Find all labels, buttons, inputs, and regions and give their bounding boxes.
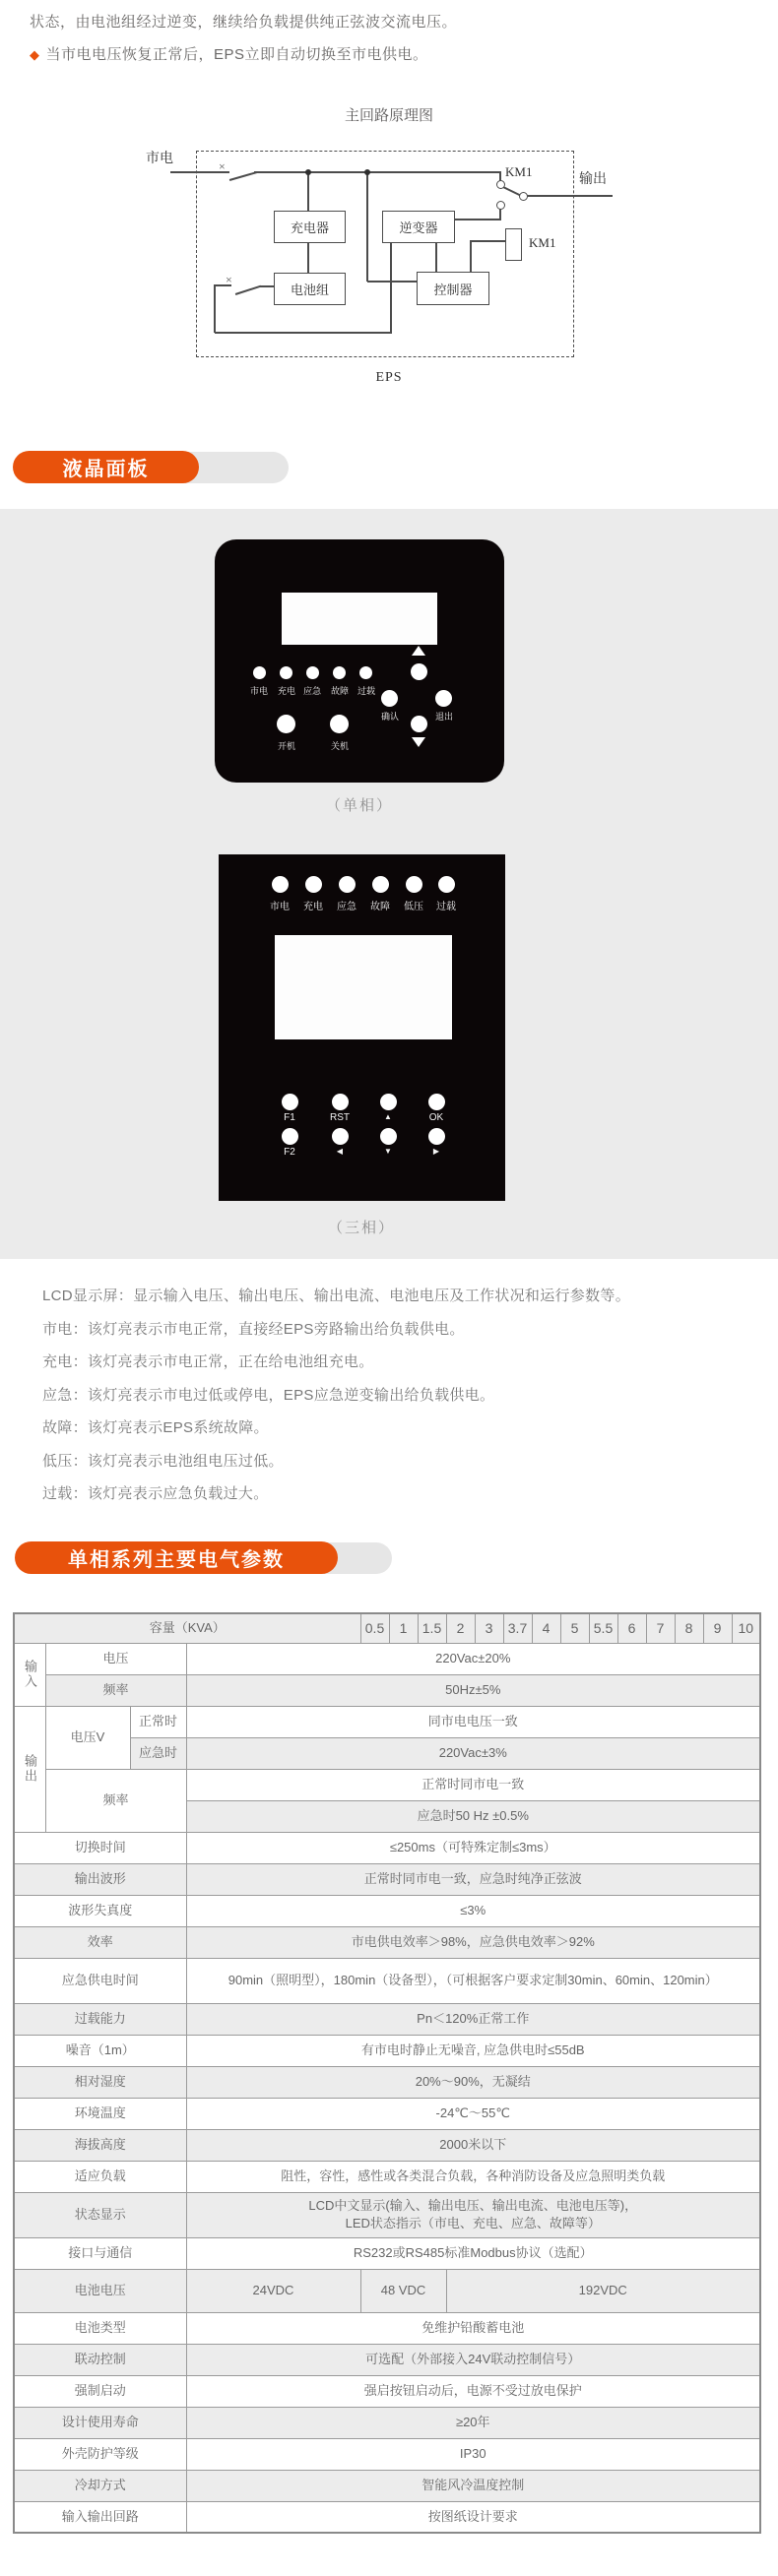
ok-button-label: OK <box>428 1112 444 1123</box>
capacity-value: 4 <box>532 1613 560 1643</box>
table-row-switch-time <box>14 1832 760 1863</box>
table-row-cooling <box>14 2470 760 2501</box>
table-row-efficiency <box>14 1926 760 1958</box>
row-label: 波形失真度 <box>14 1895 186 1926</box>
row-label: 输出波形 <box>14 1863 186 1895</box>
row-value: 可选配（外部接入24V联动控制信号） <box>186 2344 760 2375</box>
f1-button-label: F1 <box>284 1112 295 1123</box>
table-row-load-type <box>14 2161 760 2192</box>
row-label: 电池类型 <box>14 2312 186 2344</box>
section-header-params <box>15 1541 338 1574</box>
led-label-emergency: 应急 <box>337 902 357 912</box>
single-phase-lcd-screen <box>282 593 437 645</box>
capacity-value: 10 <box>732 1613 760 1643</box>
row-value: 免维护铅酸蓄电池 <box>186 2312 760 2344</box>
row-label: 相对湿度 <box>14 2066 186 2098</box>
wire <box>453 219 501 220</box>
capacity-value: 7 <box>646 1613 675 1643</box>
table-row-comm <box>14 2237 760 2269</box>
wire <box>214 284 216 333</box>
row-label: 环境温度 <box>14 2098 186 2129</box>
row-value: 20%～90%，无凝结 <box>186 2066 760 2098</box>
up-button <box>411 663 427 680</box>
f2-button <box>282 1128 298 1145</box>
led-label-charge: 充电 <box>277 686 295 696</box>
row-label: 海拔高度 <box>14 2129 186 2161</box>
capacity-value: 2 <box>446 1613 475 1643</box>
lcd-notes <box>42 1280 751 1511</box>
confirm-button-label: 确认 <box>380 712 399 722</box>
table-row-overload <box>14 2003 760 2035</box>
capacity-value: 1 <box>389 1613 418 1643</box>
ok-button <box>428 1094 445 1110</box>
led-label-overload: 过载 <box>436 902 456 912</box>
eps-enclosure-label: EPS <box>375 370 403 385</box>
row-value: ≤250ms（可特殊定制≤3ms） <box>186 1832 760 1863</box>
group-output: 输出 <box>14 1706 45 1832</box>
capacity-value: 1.5 <box>418 1613 446 1643</box>
breaker-x-icon: × <box>219 159 226 173</box>
row-value: 2000米以下 <box>186 2129 760 2161</box>
table-row-ip-rating <box>14 2438 760 2470</box>
three-phase-lcd-screen <box>275 935 452 1039</box>
row-value: 智能风冷温度控制 <box>186 2470 760 2501</box>
table-row-lifespan <box>14 2407 760 2438</box>
charger-box <box>274 211 346 243</box>
up-arrow-icon: ▲ <box>384 1112 392 1121</box>
led-label-mains: 市电 <box>270 902 290 912</box>
km1-coil-box <box>505 228 522 261</box>
led-overload <box>438 876 455 893</box>
row-value: 50Hz±5% <box>186 1674 760 1706</box>
row-value: RS232或RS485标准Modbus协议（选配） <box>186 2237 760 2269</box>
led-mains <box>272 876 289 893</box>
table-row-battery-voltage <box>14 2269 760 2312</box>
wire <box>307 171 309 211</box>
led-label-fault: 故障 <box>370 902 390 912</box>
breaker-x-icon: × <box>226 273 232 286</box>
row-label: 电池电压 <box>14 2269 186 2312</box>
row-label: 频率 <box>45 1674 186 1706</box>
row-value: IP30 <box>186 2438 760 2470</box>
capacity-value: 9 <box>703 1613 732 1643</box>
battery-label: 电池组 <box>290 283 329 297</box>
intro-line-2 <box>30 43 428 64</box>
row-label: 切换时间 <box>14 1832 186 1863</box>
up-arrow-icon <box>412 646 425 656</box>
spec-table <box>13 1612 761 2534</box>
row-label: 强制启动 <box>14 2375 186 2407</box>
row-value: 强启按钮启动后，电源不受过放电保护 <box>186 2375 760 2407</box>
row-label: 状态显示 <box>14 2192 186 2237</box>
wire <box>526 195 613 197</box>
capacity-value: 3 <box>475 1613 503 1643</box>
power-off-button <box>330 715 349 733</box>
charger-label: 充电器 <box>290 220 329 235</box>
table-row-distortion <box>14 1895 760 1926</box>
controller-box <box>417 272 489 305</box>
wire <box>307 241 309 274</box>
table-row-altitude <box>14 2129 760 2161</box>
led-label-mains: 市电 <box>249 686 268 696</box>
sub-label: 应急时 <box>130 1737 186 1769</box>
wire <box>215 332 392 334</box>
table-row-battery-type <box>14 2312 760 2344</box>
down-arrow-icon: ▼ <box>384 1147 392 1156</box>
row-label: 频率 <box>45 1769 186 1832</box>
led-charge <box>280 666 292 679</box>
row-value: 阻性，容性，感性或各类混合负载，各种消防设备及应急照明类负载 <box>186 2161 760 2192</box>
led-label-overload: 过载 <box>357 686 375 696</box>
km1-contact <box>496 180 505 189</box>
row-value: ≤3% <box>186 1895 760 1926</box>
row-value: 220Vac±3% <box>186 1737 760 1769</box>
row-value <box>186 2192 760 2237</box>
up-button <box>380 1094 397 1110</box>
km1-contact <box>519 192 528 201</box>
led-fault <box>372 876 389 893</box>
note-mains: 市电：该灯亮表示市电正常，直接经EPS旁路输出给负载供电。 <box>42 1320 465 1338</box>
diagram-title: 主回路原理图 <box>344 108 433 124</box>
capacity-value: 5 <box>560 1613 589 1643</box>
row-label: 输入输出回路 <box>14 2501 186 2533</box>
led-emergency <box>306 666 319 679</box>
row-value: 220Vac±20% <box>186 1643 760 1674</box>
single-phase-panel <box>215 539 504 783</box>
capacity-value: 3.7 <box>503 1613 532 1643</box>
status-display-line2: LED状态指示（市电、充电、应急、故障等） <box>345 2216 601 2230</box>
battery-voltage-48: 48 VDC <box>360 2269 446 2312</box>
wire <box>470 240 472 273</box>
row-label: 噪音（1m） <box>14 2035 186 2066</box>
table-row-temperature <box>14 2098 760 2129</box>
table-row-input-freq <box>14 1674 760 1706</box>
left-button <box>332 1128 349 1145</box>
wire <box>254 171 500 173</box>
three-phase-caption: （三相） <box>327 1220 395 1236</box>
wire <box>390 241 392 333</box>
led-label-lowvolt: 低压 <box>404 902 423 912</box>
row-label: 电压 <box>45 1643 186 1674</box>
junction-dot <box>305 169 311 175</box>
wire <box>260 285 274 287</box>
right-button <box>428 1128 445 1145</box>
section-header-params-title: 单相系列主要电气参数 <box>68 1549 285 1571</box>
output-label: 输出 <box>579 172 607 187</box>
mains-input-label: 市电 <box>146 152 173 166</box>
led-overload <box>359 666 372 679</box>
note-emergency: 应急：该灯亮表示市电过低或停电，EPS应急逆变输出给负载供电。 <box>42 1386 495 1404</box>
led-label-fault: 故障 <box>330 686 349 696</box>
row-value: Pn＜120%正常工作 <box>186 2003 760 2035</box>
row-label: 设计使用寿命 <box>14 2407 186 2438</box>
capacity-value: 8 <box>675 1613 703 1643</box>
controller-label: 控制器 <box>433 282 473 297</box>
intro-line-2-text: 当市电电压恢复正常后，EPS立即自动切换至市电供电。 <box>45 46 428 63</box>
capacity-value: 6 <box>617 1613 646 1643</box>
table-row-outfreq-normal <box>14 1769 760 1800</box>
table-row-linkage <box>14 2344 760 2375</box>
row-label: 联动控制 <box>14 2344 186 2375</box>
group-input: 输入 <box>14 1643 45 1706</box>
exit-button <box>435 690 452 707</box>
intro-line-1: 状态，由电池组经过逆变，继续给负载提供纯正弦波交流电压。 <box>30 14 458 31</box>
wire <box>366 171 368 282</box>
row-value: 正常时同市电一致 <box>186 1769 760 1800</box>
note-charge: 充电：该灯亮表示市电正常，正在给电池组充电。 <box>42 1353 374 1370</box>
row-label: 效率 <box>14 1926 186 1958</box>
table-row-backup-time <box>14 1958 760 2003</box>
section-header-lcd-title: 液晶面板 <box>62 459 150 480</box>
row-value: 有市电时静止无噪音, 应急供电时≤55dB <box>186 2035 760 2066</box>
down-arrow-icon <box>412 737 425 747</box>
table-row-capacity <box>14 1613 760 1643</box>
power-on-button <box>277 715 295 733</box>
row-value: ≥20年 <box>186 2407 760 2438</box>
rst-button-label: RST <box>330 1112 350 1123</box>
led-label-emergency: 应急 <box>302 686 321 696</box>
note-overload: 过载：该灯亮表示应急负载过大。 <box>42 1485 269 1502</box>
battery-box <box>274 273 346 305</box>
inverter-box <box>382 211 455 243</box>
row-label: 外壳防护等级 <box>14 2438 186 2470</box>
battery-voltage-192: 192VDC <box>446 2269 760 2312</box>
section-header-lcd-panel <box>13 451 199 483</box>
km1-contact <box>496 201 505 210</box>
led-label-charge: 充电 <box>303 902 323 912</box>
row-label: 应急供电时间 <box>14 1958 186 2003</box>
table-row-input-voltage <box>14 1643 760 1674</box>
led-fault <box>333 666 346 679</box>
down-button <box>380 1128 397 1145</box>
table-row-humidity <box>14 2066 760 2098</box>
row-value: 同市电电压一致 <box>186 1706 760 1737</box>
note-lcd-screen: LCD显示屏：显示输入电压、输出电压、输出电流、电池电压及工作状况和运行参数等。 <box>42 1288 631 1304</box>
table-row-io-circuit <box>14 2501 760 2533</box>
f2-button-label: F2 <box>284 1147 295 1158</box>
table-row-waveform <box>14 1863 760 1895</box>
capacity-value: 0.5 <box>360 1613 389 1643</box>
power-on-button-label: 开机 <box>277 741 295 751</box>
wire <box>435 241 437 272</box>
led-emergency <box>339 876 356 893</box>
right-arrow-icon: ▶ <box>432 1147 440 1156</box>
row-value: 市电供电效率＞98%，应急供电效率＞92% <box>186 1926 760 1958</box>
inverter-label: 逆变器 <box>399 220 438 235</box>
confirm-button <box>381 690 398 707</box>
wire <box>471 240 506 242</box>
battery-voltage-24: 24VDC <box>186 2269 360 2312</box>
row-label: 冷却方式 <box>14 2470 186 2501</box>
table-row-force-start <box>14 2375 760 2407</box>
row-value: 应急时50 Hz ±0.5% <box>186 1800 760 1832</box>
power-off-button-label: 关机 <box>330 741 349 751</box>
wire <box>367 281 418 283</box>
junction-dot <box>364 169 370 175</box>
rst-button <box>332 1094 349 1110</box>
led-charge <box>305 876 322 893</box>
left-arrow-icon: ◀ <box>336 1147 344 1156</box>
down-button <box>411 716 427 732</box>
table-row-outv-normal <box>14 1706 760 1737</box>
status-display-line1: LCD中文显示(输入、输出电压、输出电流、电池电压等)， <box>308 2198 638 2214</box>
table-row-noise <box>14 2035 760 2066</box>
diamond-bullet-icon: ◆ <box>30 47 40 62</box>
row-value: 按图纸设计要求 <box>186 2501 760 2533</box>
row-label: 电压V <box>45 1706 130 1769</box>
km1-coil-label: KM1 <box>529 235 556 250</box>
led-lowvolt <box>406 876 422 893</box>
led-mains <box>253 666 266 679</box>
capacity-value: 5.5 <box>589 1613 617 1643</box>
single-phase-caption: （单相） <box>325 797 393 814</box>
sub-label: 正常时 <box>130 1706 186 1737</box>
row-value: 90min（照明型），180min（设备型），（可根据客户要求定制30min、60min、120min） <box>186 1958 760 2003</box>
capacity-header: 容量（KVA） <box>14 1613 360 1643</box>
note-lowvolt: 低压：该灯亮表示电池组电压过低。 <box>42 1452 284 1470</box>
note-fault: 故障：该灯亮表示EPS系统故障。 <box>42 1419 269 1436</box>
row-value: -24℃～55℃ <box>186 2098 760 2129</box>
row-label: 适应负载 <box>14 2161 186 2192</box>
exit-button-label: 退出 <box>434 712 453 722</box>
row-value: 正常时同市电一致，应急时纯净正弦波 <box>186 1863 760 1895</box>
f1-button <box>282 1094 298 1110</box>
table-row-status-display <box>14 2192 760 2237</box>
km1-switch-label: KM1 <box>505 164 533 179</box>
row-label: 过载能力 <box>14 2003 186 2035</box>
row-label: 接口与通信 <box>14 2237 186 2269</box>
